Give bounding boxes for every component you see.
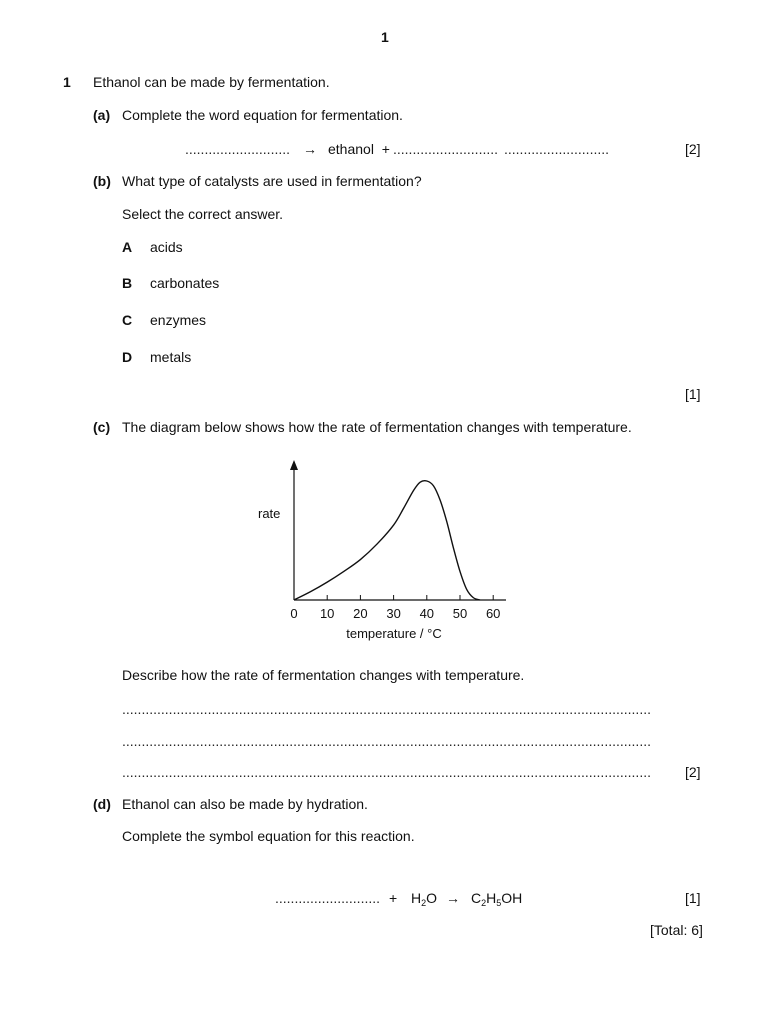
option-text-a[interactable]: acids	[150, 239, 183, 255]
option-text-d[interactable]: metals	[150, 349, 192, 365]
y-axis-label: rate	[258, 506, 281, 521]
part-b-marks: [1]	[685, 386, 701, 402]
x-tick-label-0: 0	[290, 606, 298, 621]
part-d-instruction: Complete the symbol equation for this reaction.	[122, 828, 415, 844]
ethanol-subscript-1: 2	[481, 898, 487, 908]
part-b-prompt: What type of catalysts are used in fermentation?	[122, 173, 422, 189]
part-b-instruction: Select the correct answer.	[122, 206, 284, 222]
option-letter-c[interactable]: C	[122, 312, 133, 328]
x-tick-label-40: 40	[419, 606, 435, 621]
option-text-b[interactable]: carbonates	[150, 275, 220, 291]
question-total: [Total: 6]	[650, 922, 703, 938]
question-intro: Ethanol can be made by fermentation.	[93, 74, 330, 90]
part-c-marks: [2]	[685, 764, 701, 780]
option-letter-a[interactable]: A	[122, 239, 133, 255]
question-number: 1	[63, 74, 71, 90]
part-d-marks: [1]	[685, 890, 701, 906]
part-c-prompt: The diagram below shows how the rate of fermentation changes with temperature.	[122, 419, 632, 435]
arrow-symbol: →	[303, 141, 317, 157]
page-number: 1	[381, 29, 389, 45]
water-h: H	[411, 890, 422, 906]
x-tick-label-10: 10	[319, 606, 335, 621]
x-tick-label-50: 50	[452, 606, 468, 621]
x-tick-label-60: 60	[485, 606, 501, 621]
part-c-label: (c)	[93, 419, 111, 435]
part-a-product: ethanol +	[328, 141, 390, 157]
plus-symbol: +	[389, 890, 398, 906]
option-letter-d[interactable]: D	[122, 349, 133, 365]
y-axis-arrowhead	[290, 460, 298, 470]
answer-line-2[interactable]: ........................................................................................................................................	[122, 733, 651, 749]
part-a-blank-1[interactable]: ...........................	[185, 141, 291, 157]
water-o: O	[426, 890, 438, 906]
part-d-prompt: Ethanol can also be made by hydration.	[122, 796, 368, 812]
part-a-blank-3[interactable]: ...........................	[504, 141, 610, 157]
part-c-question: Describe how the rate of fermentation changes with temperature.	[122, 667, 525, 683]
part-a-blank-2[interactable]: ...........................	[393, 141, 499, 157]
part-a-marks: [2]	[685, 141, 701, 157]
part-a-label: (a)	[93, 107, 111, 123]
rate-temperature-chart	[250, 452, 520, 647]
arrow-symbol-d: →	[446, 890, 460, 906]
option-text-c[interactable]: enzymes	[150, 312, 207, 328]
part-a-prompt: Complete the word equation for fermentation.	[122, 107, 403, 123]
ethanol-c: C	[471, 890, 482, 906]
x-axis-label: temperature / °C	[346, 626, 442, 641]
part-d-blank[interactable]: ...........................	[275, 890, 381, 906]
chart-layer	[258, 460, 506, 641]
answer-line-1[interactable]: ........................................................................................................................................	[122, 701, 651, 717]
ethanol-formula	[471, 890, 522, 906]
ethanol-h: H	[486, 890, 497, 906]
part-d-label: (d)	[93, 796, 111, 812]
x-tick-label-30: 30	[386, 606, 401, 621]
part-b-label: (b)	[93, 173, 111, 189]
option-letter-b[interactable]: B	[122, 275, 133, 291]
ethanol-subscript-2: 5	[496, 898, 502, 908]
rate-curve	[294, 481, 480, 600]
water-formula	[411, 890, 437, 906]
answer-line-3[interactable]: ........................................................................................................................................	[122, 764, 651, 780]
x-tick-label-20: 20	[353, 606, 368, 621]
water-subscript: 2	[421, 898, 427, 908]
ethanol-oh: OH	[501, 890, 523, 906]
